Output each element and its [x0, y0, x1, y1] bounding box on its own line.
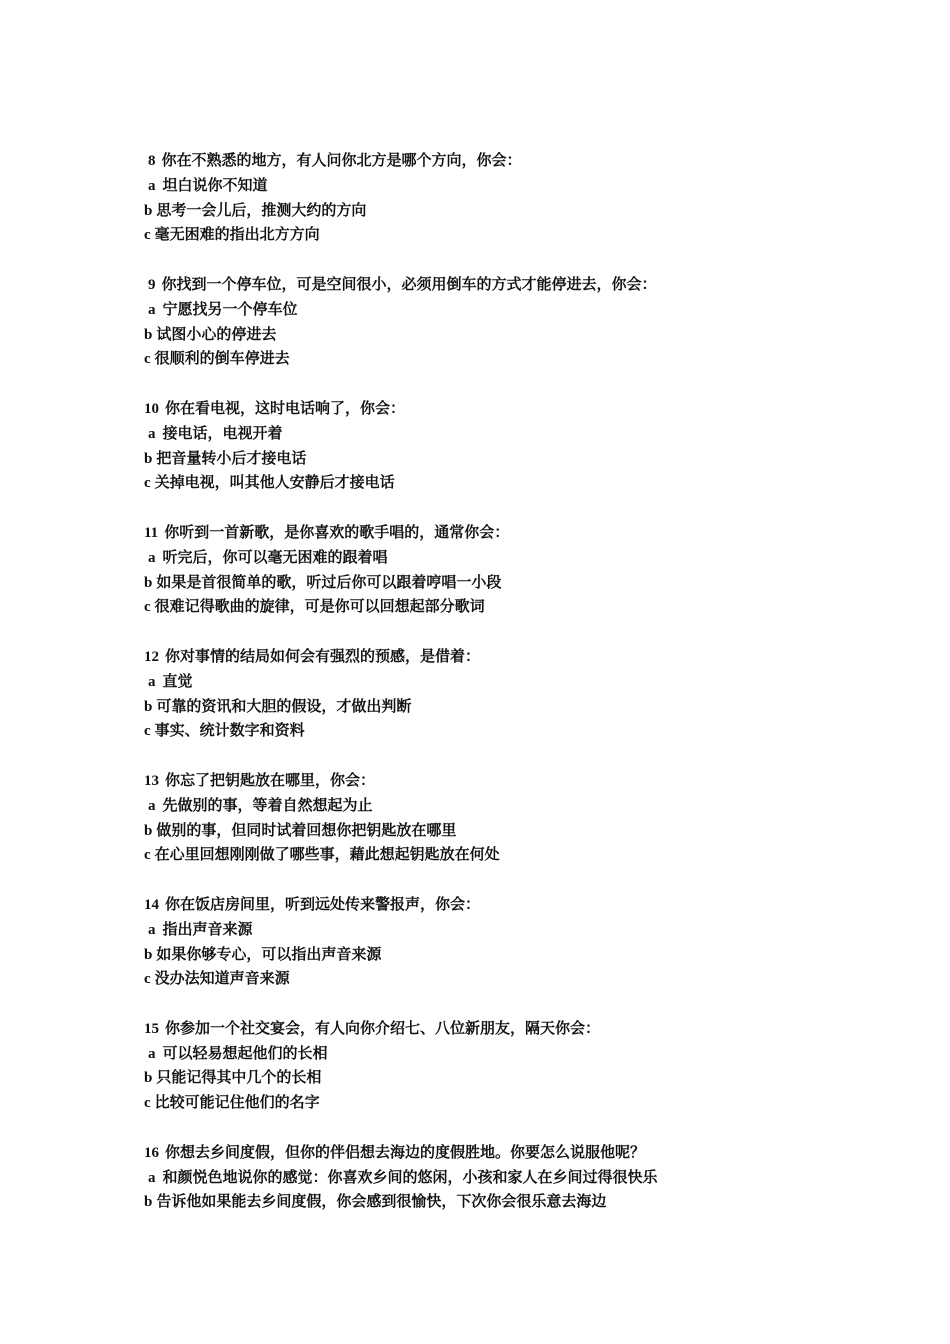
option-a [144, 793, 904, 818]
option-c [144, 346, 904, 371]
option-letter: c [144, 227, 151, 244]
question-line [144, 272, 904, 297]
question-number: 9 [148, 276, 156, 293]
option-text: 指出声音来源 [162, 919, 253, 938]
option-text: 很顺利的倒车停进去 [154, 349, 290, 368]
option-a [144, 421, 904, 446]
option-a [144, 545, 904, 570]
option-a [144, 669, 904, 694]
option-text: 比较可能记住他们的名字 [154, 1093, 320, 1112]
option-letter: a [148, 549, 156, 566]
option-letter: c [144, 599, 151, 616]
option-letter: a [148, 921, 156, 938]
option-c [144, 1090, 904, 1115]
question-text: 你忘了把钥匙放在哪里，你会： [165, 770, 376, 789]
option-text: 宁愿找另一个停车位 [162, 299, 298, 318]
option-c [144, 842, 904, 867]
option-b [144, 322, 904, 347]
option-text: 坦白说你不知道 [162, 175, 268, 194]
question-line [144, 768, 904, 793]
option-b [144, 942, 904, 967]
question-block [144, 892, 904, 991]
question-block [144, 148, 904, 247]
option-letter: b [144, 698, 153, 715]
question-line [144, 1016, 904, 1041]
option-b [144, 818, 904, 843]
option-text: 很难记得歌曲的旋律，可是你可以回想起部分歌词 [154, 597, 485, 616]
question-text: 你在看电视，这时电话响了，你会： [165, 398, 406, 417]
option-text: 思考一会儿后，推测大约的方向 [156, 200, 367, 219]
option-letter: a [148, 673, 156, 690]
option-letter: b [144, 946, 153, 963]
option-text: 关掉电视，叫其他人安静后才接电话 [154, 473, 395, 492]
option-text: 如果你够专心，可以指出声音来源 [156, 944, 382, 963]
option-a [144, 297, 904, 322]
option-a [144, 917, 904, 942]
option-text: 做别的事，但同时试着回想你把钥匙放在哪里 [156, 820, 457, 839]
option-text: 听完后，你可以毫无困难的跟着唱 [162, 547, 388, 566]
option-text: 只能记得其中几个的长相 [156, 1068, 322, 1087]
option-letter: b [144, 1070, 153, 1087]
question-text: 你参加一个社交宴会，有人向你介绍七、八位新朋友，隔天你会： [165, 1018, 601, 1037]
option-letter: c [144, 475, 151, 492]
option-letter: b [144, 202, 153, 219]
option-c [144, 222, 904, 247]
option-text: 在心里回想刚刚做了哪些事，藉此想起钥匙放在何处 [154, 845, 500, 864]
option-text: 试图小心的停进去 [156, 324, 277, 343]
option-letter: b [144, 1194, 153, 1211]
question-number: 16 [144, 1144, 159, 1161]
option-text: 把音量转小后才接电话 [156, 448, 307, 467]
question-block [144, 520, 904, 619]
option-b [144, 198, 904, 223]
option-letter: c [144, 351, 151, 368]
option-letter: a [148, 1169, 156, 1186]
option-c [144, 966, 904, 991]
question-block [144, 272, 904, 371]
question-number: 12 [144, 648, 159, 665]
option-b [144, 1065, 904, 1090]
question-number: 10 [144, 400, 159, 417]
option-letter: c [144, 723, 151, 740]
question-line [144, 1140, 904, 1165]
option-text: 接电话，电视开着 [162, 423, 283, 442]
option-c [144, 470, 904, 495]
option-letter: a [148, 301, 156, 318]
option-text: 可靠的资讯和大胆的假设，才做出判断 [156, 696, 412, 715]
option-a [144, 173, 904, 198]
option-letter: c [144, 971, 151, 988]
question-text: 你在饭店房间里，听到远处传来警报声，你会： [165, 894, 481, 913]
question-text: 你想去乡间度假，但你的伴侣想去海边的度假胜地。你要怎么说服他呢？ [165, 1142, 646, 1161]
option-text: 告诉他如果能去乡间度假，你会感到很愉快，下次你会很乐意去海边 [156, 1192, 607, 1211]
question-number: 8 [148, 153, 156, 169]
question-block [144, 768, 904, 867]
question-block [144, 1016, 904, 1115]
option-c [144, 594, 904, 619]
option-text: 如果是首很简单的歌，听过后你可以跟着哼唱一小段 [156, 572, 502, 591]
question-number: 14 [144, 896, 159, 913]
option-letter: a [148, 797, 156, 814]
option-b [144, 694, 904, 719]
question-number: 11 [144, 524, 159, 541]
option-letter: a [148, 1045, 156, 1062]
question-number: 13 [144, 772, 159, 789]
question-block [144, 644, 904, 743]
option-letter: b [144, 574, 153, 591]
question-line [144, 644, 904, 669]
question-text: 你听到一首新歌，是你喜欢的歌手唱的，通常你会： [164, 522, 510, 541]
option-letter: c [144, 847, 151, 864]
question-line [144, 892, 904, 917]
option-letter: b [144, 450, 153, 467]
question-line [144, 148, 904, 173]
question-text: 你在不熟悉的地方，有人问你北方是哪个方向，你会： [161, 151, 522, 169]
option-b [144, 570, 904, 595]
question-line [144, 520, 904, 545]
option-a [144, 1041, 904, 1066]
option-text: 直觉 [162, 671, 193, 690]
question-line [144, 396, 904, 421]
option-c [144, 718, 904, 743]
option-text: 先做别的事，等着自然想起为止 [162, 795, 373, 814]
option-b [144, 446, 904, 471]
question-text: 你对事情的结局如何会有强烈的预感，是借着： [165, 646, 481, 665]
document-body [144, 148, 904, 1239]
option-letter: b [144, 822, 153, 839]
option-b [144, 1189, 904, 1214]
option-text: 和颜悦色地说你的感觉：你喜欢乡间的悠闲，小孩和家人在乡间过得很快乐 [162, 1167, 658, 1186]
option-a [144, 1165, 904, 1190]
question-block [144, 396, 904, 495]
option-text: 可以轻易想起他们的长相 [162, 1043, 328, 1062]
option-text: 毫无困难的指出北方方向 [154, 225, 320, 244]
question-text: 你找到一个停车位，可是空间很小，必须用倒车的方式才能停进去，你会： [161, 274, 657, 293]
option-letter: a [148, 177, 156, 194]
question-block [144, 1140, 904, 1214]
option-text: 没办法知道声音来源 [154, 969, 290, 988]
option-letter: a [148, 425, 156, 442]
option-text: 事实、统计数字和资料 [154, 721, 305, 740]
question-number: 15 [144, 1020, 159, 1037]
option-letter: c [144, 1095, 151, 1112]
option-letter: b [144, 326, 153, 343]
